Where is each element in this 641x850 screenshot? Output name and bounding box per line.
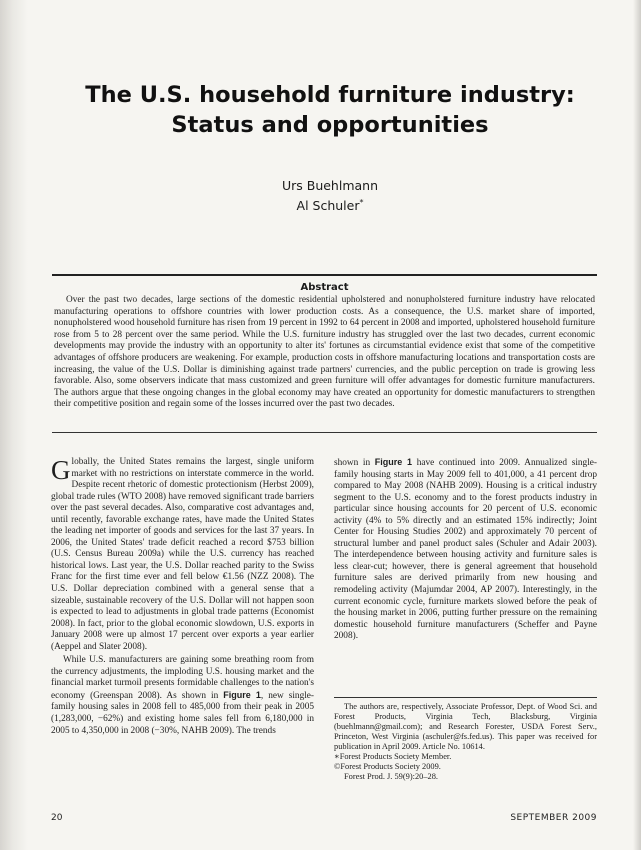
issue-date: SEPTEMBER 2009 [510, 813, 597, 823]
copyright-note: ©Forest Products Society 2009. [334, 762, 441, 771]
abstract-bottom-rule [52, 432, 597, 433]
page-number: 20 [51, 813, 63, 823]
figure-reference[interactable]: Figure 1 [223, 689, 261, 700]
paragraph-text: lobally, the United States remains the largest, single uniform market with no restrictions on interstate commerce in the world. Despite recent rhetoric of domestic protectionism (Herbst 2009), global trade rules (WTO 2008) have removed significant trade barriers over the past several decades. Also, comparative cost advantages and, until recently, favorable exchange rates, have made the United States the leading net importer of goods and services for the last 37 years. In 2006, the United States' trade deficit reached a record $753 billion (U.S. Census Bureau 2009a) while the U.S. currency has reached historical lows. Last year, the U.S. Dollar reached parity to the Swiss Franc for the first time ever and fell below €1.56 (NZZ 2008). The U.S. Dollar depreciation combined with a general sense that a sizeable, sustainable recovery of the U.S. Dollar will not happen soon is expected to lead to adjustments in global trade patterns (Economist 2008). In fact, prior to the global economic slowdown, U.S. exports in January 2008 were up almost 17 percent over exports a year earlier (Aeppel and Slater 2008). [51, 457, 314, 652]
drop-cap: G [51, 455, 71, 485]
author-2 [60, 196, 600, 216]
member-note: ∗Forest Products Society Member. [334, 752, 452, 761]
article-title: The U.S. household furniture industry: Status and opportunities [85, 82, 575, 138]
author-1 [60, 176, 600, 196]
paragraph-text: While U.S. manufacturers are gaining some breathing room from the currency adjustments, the imploding U.S. housing market and the financial market turmoil presents formidable challenges to the nation's economy (Greenspan 2008). As shown in [51, 655, 314, 701]
paragraph-text: shown in [334, 458, 371, 468]
paragraph-text: , new single-family housing sales in 2008 fell to 485,000 from their peak in 2005 (1,283,000, −62%) and existing home sales fell from 6,180,000 in 2005 to 4,350,000 in 2008 (−30%, NAHB 2009). The trends [51, 690, 315, 736]
author-affiliation: The authors are, respectively, Associate Professor, Dept. of Wood Sci. and Forest Products, Virginia Tech, Blacksburg, Virginia (buehlmann@gmail.com); and Research Forester, USDA Forest Serv., Princeton, West Virginia (aschuler@fs.fed.us). This paper was received for publication in April 2009. Article No. 10614. [334, 702, 597, 751]
citation-note: Forest Prod. J. 59(9):20–28. [344, 772, 438, 781]
body-paragraph [51, 655, 314, 737]
scan-shadow-left [0, 0, 28, 850]
scan-shadow-right [633, 0, 641, 850]
body-paragraph [334, 457, 597, 643]
abstract-top-rule [52, 274, 597, 276]
footnotes [334, 702, 597, 782]
body-column-right [334, 457, 597, 643]
figure-reference[interactable]: Figure 1 [374, 457, 413, 467]
author-list [60, 176, 600, 216]
author-name: Al Schuler [296, 198, 360, 213]
body-paragraph [51, 457, 314, 653]
author-name: Urs Buehlmann [281, 178, 379, 193]
paragraph-text: have continued into 2009. Annualized single-family housing starts in May 2009 fell to 401,000, a 41 percent drop compared to May 2008 (NAHB 2009). Housing is a critical industry segment to the U.S. economy and to the forest products industry in particular since housing accounts for 20 percent of U.S. economic activity (4% to 5% directly and an estimated 15% indirectly; Joint Center for Housing Studies 2002) and approximately 70 percent of structural lumber and panel product sales (Schuler and Adair 2003). The interdependence between housing activity and furniture sales is less clear-cut; however, there is general agreement that household furniture sales are derived primarily from new housing and remodeling activity (Majumdar 2004, AP 2007). Interestingly, in the current economic cycle, furniture markets slowed before the peak of the housing market in 2006, putting further pressure on the remaining domestic household furniture manufacturers (Scheffer and Payne 2008). [334, 458, 598, 642]
body-column-left [51, 457, 314, 737]
member-mark: * [359, 197, 364, 207]
abstract-text: Over the past two decades, large sections of the domestic residential upholstered and nonupholstered furniture industry have relocated manufacturing operations to offshore countries with lower production costs. As a consequence, the U.S. market share of imported, nonupholstered wood household furniture has risen from 19 percent in 1992 to 64 percent in 2008 and imported, upholstered household furniture rose from 5 to 28 percent over the same period. While the U.S. furniture industry has struggled over the last two decades, current economic developments may provide the industry with an opportunity to alter its' fortunes as circumstantial evidence exist that some of the competitive advantages of offshore producers are weakening. For example, production costs in offshore manufacturing locations and transportation costs are increasing, the value of the U.S. Dollar is diminishing against trade partners' currencies, and the public perception on trade is growing less favorable. Also, some observers indicate that mass customized and green furniture will offer advantages for domestic furniture manufacturers. The authors argue that these ongoing changes in the global economy may have created an opportunity for domestic manufacturers to strengthen their competitive position and regain some of the losses incurred over the past two decades. [54, 295, 595, 410]
abstract-heading: Abstract [300, 282, 349, 293]
footnote-rule [334, 697, 597, 698]
